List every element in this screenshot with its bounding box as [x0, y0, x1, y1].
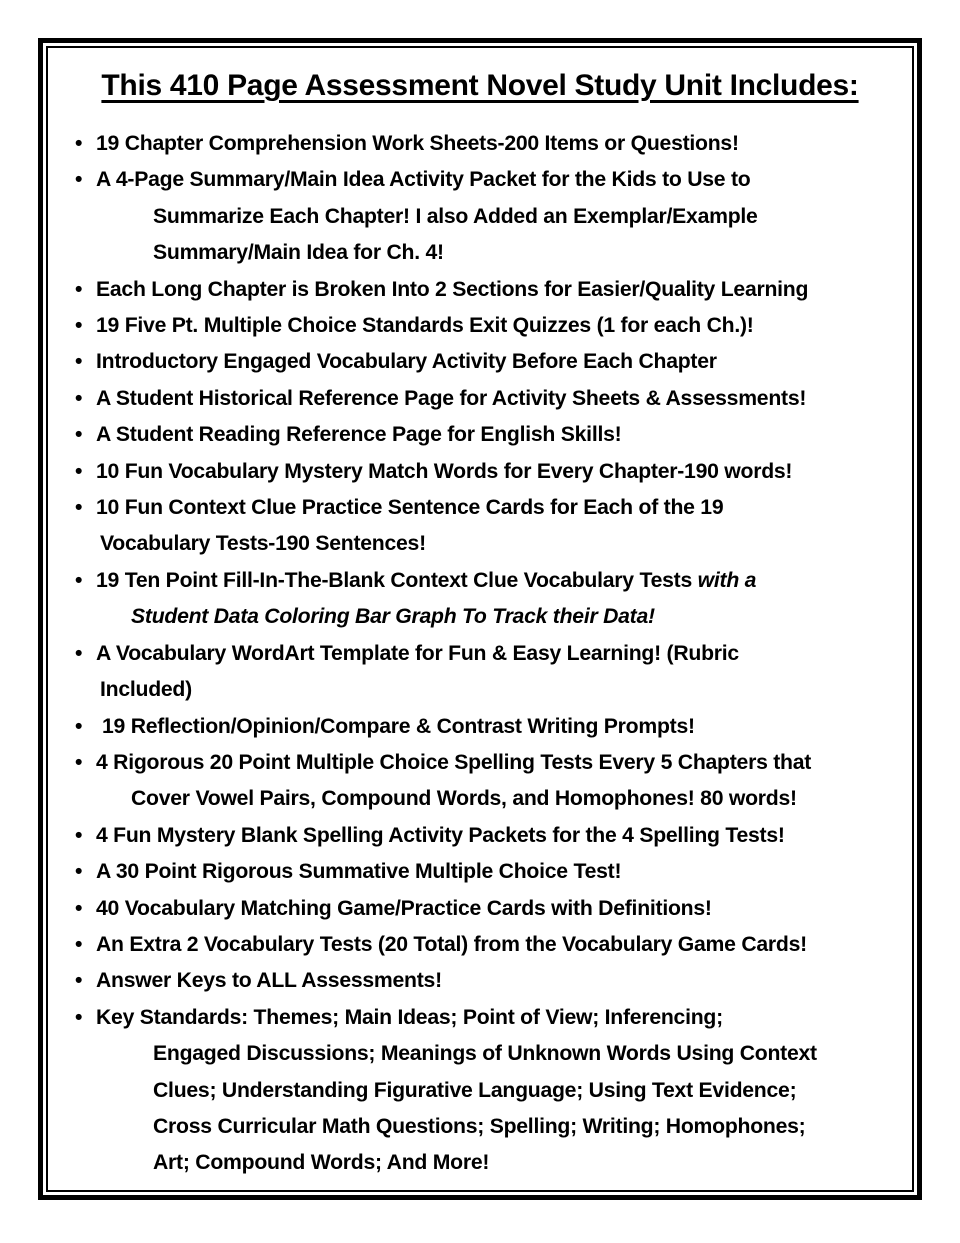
bullet-icon: •	[75, 823, 83, 847]
double-border-frame	[38, 38, 922, 1200]
bullet-icon: •	[75, 277, 83, 301]
item-text-continued: Vocabulary Tests-190 Sentences!	[100, 532, 426, 556]
list-item	[70, 963, 902, 999]
item-text-continued: Summary/Main Idea for Ch. 4!	[153, 241, 444, 265]
item-text: A 4-Page Summary/Main Idea Activity Packet for the Kids to Use to	[96, 168, 751, 192]
item-text: 4 Rigorous 20 Point Multiple Choice Spelling Tests Every 5 Chapters that	[96, 750, 812, 774]
item-text-continued: Student Data Coloring Bar Graph To Track their Data!	[131, 605, 655, 629]
item-text: Key Standards: Themes; Main Ideas; Point of View; Inferencing;	[96, 1005, 723, 1029]
list-item	[70, 126, 902, 162]
list-item	[70, 344, 902, 380]
item-text-continued: Art; Compound Words; And More!	[153, 1151, 490, 1175]
list-item	[70, 818, 902, 854]
bullet-icon: •	[75, 714, 83, 738]
bullet-icon: •	[75, 750, 83, 774]
bullet-icon: •	[75, 932, 83, 956]
item-text: Answer Keys to ALL Assessments!	[96, 969, 442, 993]
item-text: 10 Fun Vocabulary Mystery Match Words for Every Chapter-190 words!	[96, 459, 793, 483]
item-text: 19 Five Pt. Multiple Choice Standards Exit Quizzes (1 for each Ch.)!	[96, 314, 754, 338]
bullet-icon: •	[75, 459, 83, 483]
page-title: This 410 Page Assessment Novel Study Unit Includes:	[101, 69, 859, 102]
list-item	[70, 563, 902, 636]
item-text: An Extra 2 Vocabulary Tests (20 Total) from the Vocabulary Game Cards!	[96, 932, 807, 956]
list-item	[70, 162, 902, 271]
item-text: 19 Chapter Comprehension Work Sheets-200 Items or Questions!	[96, 132, 739, 155]
list-item	[70, 636, 902, 709]
item-text: Each Long Chapter is Broken Into 2 Sections for Easier/Quality Learning	[96, 277, 809, 301]
list-item	[70, 854, 902, 890]
list-item	[70, 272, 902, 308]
bullet-icon: •	[75, 896, 83, 920]
bullet-icon: •	[75, 860, 83, 884]
item-text-continued: Engaged Discussions; Meanings of Unknown Words Using Context	[153, 1042, 817, 1066]
list-item	[70, 381, 902, 417]
item-text: A Vocabulary WordArt Template for Fun & Easy Learning! (Rubric	[96, 641, 739, 665]
item-text-continued: Clues; Understanding Figurative Language; Using Text Evidence;	[153, 1078, 797, 1102]
item-text-italic: with a	[697, 568, 757, 592]
includes-list	[70, 126, 902, 1182]
bullet-icon: •	[75, 568, 83, 592]
bullet-icon: •	[75, 496, 83, 520]
item-text-line	[96, 563, 902, 599]
list-item	[70, 490, 902, 563]
item-text: 40 Vocabulary Matching Game/Practice Cards with Definitions!	[96, 896, 712, 920]
item-text-continued: Included)	[100, 678, 192, 702]
item-text: A Student Reading Reference Page for English Skills!	[96, 423, 622, 447]
bullet-icon: •	[75, 350, 83, 374]
list-item	[70, 308, 902, 344]
list-item	[70, 1000, 902, 1182]
bullet-icon: •	[75, 132, 83, 155]
item-text-continued: Cover Vowel Pairs, Compound Words, and Homophones! 80 words!	[131, 787, 797, 811]
item-text: 10 Fun Context Clue Practice Sentence Cards for Each of the 19	[96, 496, 724, 520]
inner-border	[46, 46, 914, 1192]
item-text: 4 Fun Mystery Blank Spelling Activity Packets for the 4 Spelling Tests!	[96, 823, 785, 847]
list-item	[70, 454, 902, 490]
bullet-icon: •	[75, 1005, 83, 1029]
item-text: A Student Historical Reference Page for Activity Sheets & Assessments!	[96, 386, 807, 410]
item-text-continued: Cross Curricular Math Questions; Spelling; Writing; Homophones;	[153, 1114, 806, 1138]
bullet-icon: •	[75, 168, 83, 192]
item-text: 19 Reflection/Opinion/Compare & Contrast Writing Prompts!	[102, 714, 695, 738]
list-item	[70, 417, 902, 453]
bullet-icon: •	[75, 969, 83, 993]
item-text: Introductory Engaged Vocabulary Activity Before Each Chapter	[96, 350, 717, 374]
bullet-icon: •	[75, 386, 83, 410]
list-item	[70, 927, 902, 963]
item-text-continued: Summarize Each Chapter! I also Added an Exemplar/Example	[153, 204, 758, 228]
item-text: 19 Ten Point Fill-In-The-Blank Context Clue Vocabulary Tests	[96, 568, 698, 592]
bullet-icon: •	[75, 423, 83, 447]
item-text: A 30 Point Rigorous Summative Multiple Choice Test!	[96, 860, 622, 884]
list-item	[70, 709, 902, 745]
bullet-icon: •	[75, 314, 83, 338]
bullet-icon: •	[75, 641, 83, 665]
list-item	[70, 891, 902, 927]
list-item	[70, 745, 902, 818]
